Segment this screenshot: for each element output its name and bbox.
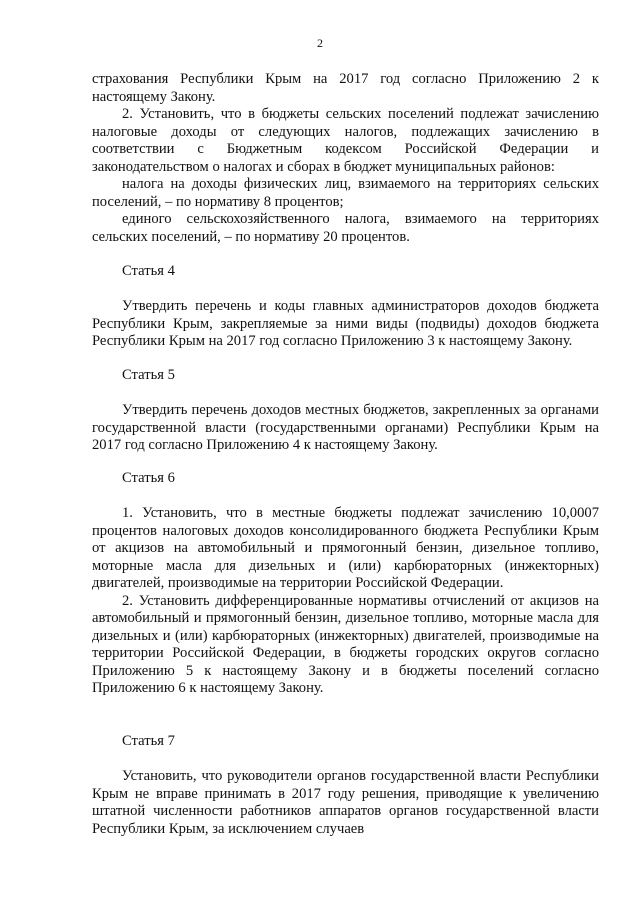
article-body xyxy=(92,298,599,351)
article-body xyxy=(92,768,599,838)
article-body xyxy=(92,402,599,455)
paragraph: единого сельскохозяйственного налога, взимаемого на территориях сельских поселений, – по нормативу 20 процентов. xyxy=(92,211,599,245)
paragraph: 2. Установить, что в бюджеты сельских поселений подлежат зачислению налоговые доходы от следующих налогов, подлежащих зачислению в соответствии с Бюджетным кодексом Российской Федерации и законодательством о налогах и сборах в бюджет муниципальных районов: xyxy=(92,106,599,175)
intro-block xyxy=(92,71,599,246)
article-heading: Статья 5 xyxy=(122,367,175,383)
article-body xyxy=(92,505,599,698)
paragraph: налога на доходы физических лиц, взимаемого на территориях сельских поселений, – по нормативу 8 процентов; xyxy=(92,176,599,210)
article-heading: Статья 6 xyxy=(122,470,175,486)
paragraph: страхования Республики Крым на 2017 год согласно Приложению 2 к настоящему Закону. xyxy=(92,71,599,105)
paragraph: Утвердить перечень доходов местных бюджетов, закрепленных за органами государственной власти (государственными органами) Республики Крым на 2017 год согласно Приложению 4 к настоящему Закону. xyxy=(92,402,599,453)
paragraph: Утвердить перечень и коды главных администраторов доходов бюджета Республики Крым, закрепляемые за ними виды (подвиды) доходов бюджета Республики Крым на 2017 год согласно Приложению 3 к настоящему Закону. xyxy=(92,298,599,349)
paragraph: 1. Установить, что в местные бюджеты подлежат зачислению 10,0007 процентов налоговых доходов консолидированного бюджета Республики Крым от акцизов на автомобильный и прямогонный бензин, дизельное топливо, моторные масла для дизельных и (или) карбюраторных (инжекторных) двигателей, производимые на территории Российской Федерации. xyxy=(92,505,599,591)
paragraph: 2. Установить дифференцированные нормативы отчислений от акцизов на автомобильный и прямогонный бензин, дизельное топливо, моторные масла для дизельных и (или) карбюраторных (инжекторных) двигателей, производимые на территории Российской Федерации, в бюджеты городских округов согласно Приложению 5 к настоящему Закону и в бюджеты поселений согласно Приложению 6 к настоящему Закону. xyxy=(92,592,599,696)
article-heading: Статья 4 xyxy=(122,263,175,279)
paragraph: Установить, что руководители органов государственной власти Республики Крым не вправе принимать в 2017 году решения, приводящие к увеличению штатной численности работников аппаратов органов государственной власти Республики Крым, за исключением случаев xyxy=(92,768,599,837)
page-number: 2 xyxy=(317,36,323,50)
article-heading: Статья 7 xyxy=(122,733,175,749)
